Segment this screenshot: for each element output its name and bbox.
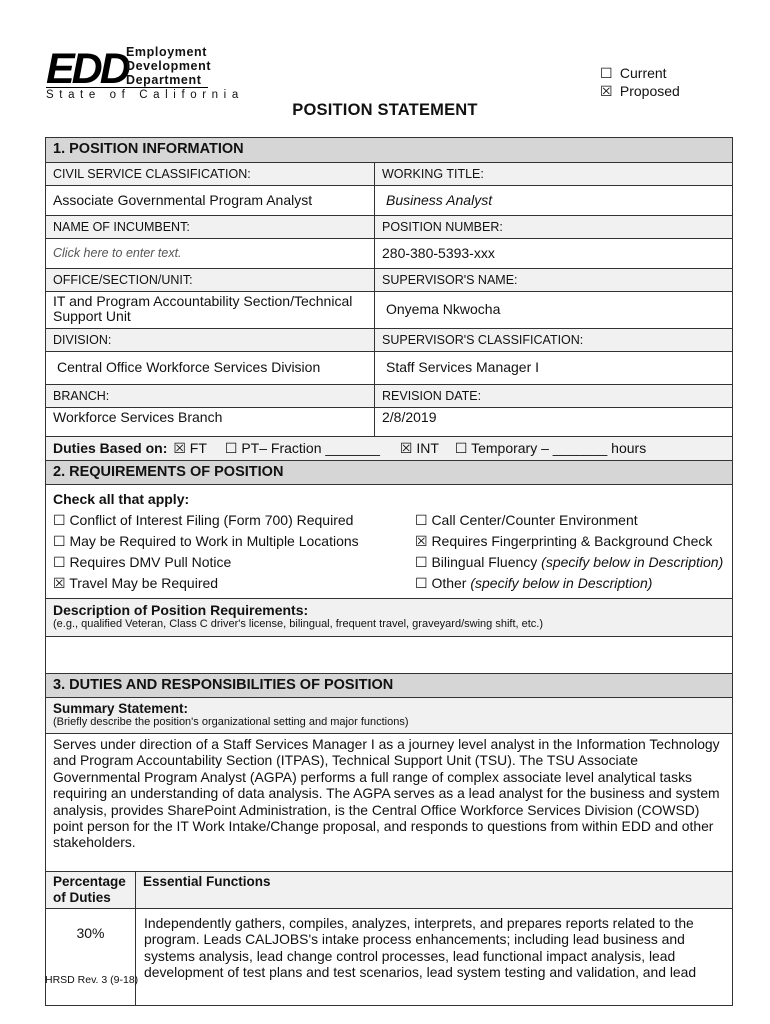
edd-logo-state: State of California <box>46 89 244 101</box>
check-all-label: Check all that apply: <box>53 491 190 507</box>
section-1-heading: 1. POSITION INFORMATION <box>46 138 732 162</box>
duty-description[interactable]: Independently gathers, compiles, analyzes, interprets, and prepares reports related to the program. Leads CALJOBS's intake process enhancements; including lead business and systems analysis, lead change control processes, lead functional impact analysis, lead development of test plans and test scenarios, lead system testing and validation, and lead <box>144 915 697 981</box>
edd-logo <box>46 45 244 105</box>
supervisor-class-label: SUPERVISOR'S CLASSIFICATION: <box>382 333 584 347</box>
working-title-label: WORKING TITLE: <box>382 167 484 181</box>
position-number-label: POSITION NUMBER: <box>382 220 503 234</box>
incumbent-label: NAME OF INCUMBENT: <box>46 216 375 238</box>
page-title: POSITION STATEMENT <box>292 101 478 119</box>
supervisor-name-field[interactable]: Onyema Nkwocha <box>386 301 501 317</box>
summary-heading: Summary Statement: (Briefly describe the position's organizational setting and major functions) <box>46 697 732 733</box>
logo-rule <box>46 87 208 88</box>
supervisor-name-label: SUPERVISOR'S NAME: <box>382 273 518 287</box>
duty-row <box>46 908 732 1005</box>
edd-logo-abbr: EDD <box>46 45 128 93</box>
office-label: OFFICE/SECTION/UNIT: <box>46 269 375 291</box>
branch-field[interactable]: Workforce Services Branch <box>46 408 375 436</box>
req-call-center[interactable]: ☐ Call Center/Counter Environment <box>415 512 638 528</box>
checkbox-temporary[interactable]: ☐ Temporary – _______ hours <box>454 440 647 456</box>
section-3-heading: 3. DUTIES AND RESPONSIBILITIES OF POSITION <box>46 673 732 697</box>
req-other[interactable]: ☐ Other (specify below in Description) <box>415 575 653 591</box>
req-dmv-pull-notice[interactable]: ☐ Requires DMV Pull Notice <box>53 554 232 570</box>
requirements-checklist <box>46 485 732 598</box>
status-current[interactable]: ☐ Current <box>600 65 667 81</box>
section-2-heading: 2. REQUIREMENTS OF POSITION <box>46 460 732 484</box>
summary-statement-field[interactable]: Serves under direction of a Staff Services Manager I as a journey level analyst in the Information Technology and Program Accountability Section (ITPAS), Technical Support Unit (TSU). The TSU Associate Governmental Program Analyst (AGPA) performs a full range of complex associate level analytical tasks requiring an understanding of data analysis. The AGPA serves as a lead analyst for the business and system analysis, provides SharePoint Administration, is the Central Office Workforce Services Division (COWSD) point person for the IT Work Intake/Change proposal, and responds to questions from within EDD and other stakeholders. <box>46 733 732 871</box>
office-field[interactable]: IT and Program Accountability Section/Technical Support Unit <box>46 292 375 328</box>
civil-service-label: CIVIL SERVICE CLASSIFICATION: <box>46 163 375 185</box>
checkbox-current[interactable]: ☐ <box>600 65 613 81</box>
req-bilingual[interactable]: ☐ Bilingual Fluency (specify below in Description) <box>415 554 724 570</box>
essential-functions-header <box>46 871 732 908</box>
duties-based-label: Duties Based on: <box>53 440 168 456</box>
percentage-heading: Percentage of Duties <box>46 872 136 908</box>
req-multiple-locations[interactable]: ☐ May be Required to Work in Multiple Locations <box>53 533 359 549</box>
req-fingerprinting[interactable]: ☒ Requires Fingerprinting & Background Check <box>415 533 713 549</box>
supervisor-class-field[interactable]: Staff Services Manager I <box>386 359 540 375</box>
status-proposed[interactable]: ☒ Proposed <box>600 83 680 99</box>
checkbox-ft[interactable]: ☒ FT <box>173 440 207 456</box>
division-field[interactable]: Central Office Workforce Services Division <box>46 352 375 384</box>
division-label: DIVISION: <box>46 329 375 351</box>
working-title-field[interactable]: Business Analyst <box>386 192 493 208</box>
description-field[interactable] <box>46 636 732 673</box>
description-heading: Description of Position Requirements: (e.g., qualified Veteran, Class C driver's license, bilingual, frequent travel, graveyard/swing shift, etc.) <box>46 598 732 636</box>
checkbox-proposed[interactable]: ☒ <box>600 83 613 99</box>
req-travel[interactable]: ☒ Travel May be Required <box>53 575 219 591</box>
duties-based-row <box>46 436 732 460</box>
civil-service-field[interactable]: Associate Governmental Program Analyst <box>46 186 375 215</box>
req-conflict-of-interest[interactable]: ☐ Conflict of Interest Filing (Form 700) Required <box>53 512 354 528</box>
checkbox-int[interactable]: ☒ INT <box>399 440 439 456</box>
position-number-field[interactable]: 280-380-5393-xxx <box>382 245 495 261</box>
form-revision-footer: HRSD Rev. 3 (9-18) <box>45 974 139 986</box>
statement-status <box>600 64 680 100</box>
checkbox-pt[interactable]: ☐ PT– Fraction _______ <box>224 440 380 456</box>
edd-logo-name: Employment Development Department <box>126 45 212 87</box>
duty-percent[interactable]: 30% <box>46 909 136 1005</box>
revision-date-label: REVISION DATE: <box>382 389 482 403</box>
branch-label: BRANCH: <box>46 385 375 407</box>
revision-date-field[interactable]: 2/8/2019 <box>382 409 437 425</box>
incumbent-field[interactable]: Click here to enter text. <box>46 239 375 268</box>
essential-functions-heading: Essential Functions <box>143 874 271 889</box>
position-form <box>45 137 733 1006</box>
